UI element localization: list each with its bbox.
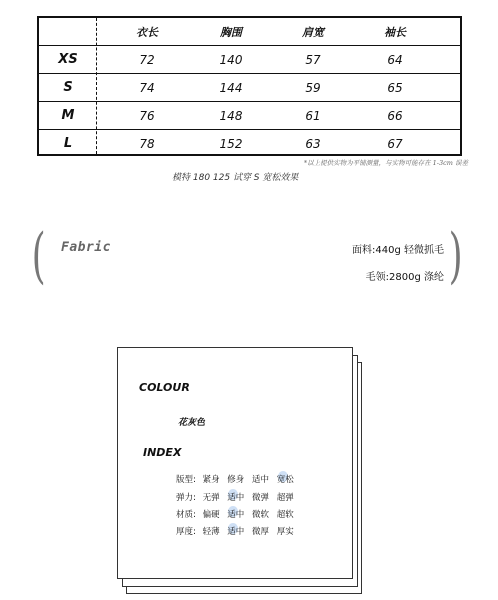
size-label: S (63, 80, 73, 95)
table-cell: 140 (219, 52, 243, 67)
table-cell: 72 (139, 52, 155, 67)
table-cell: 144 (219, 80, 243, 95)
index-option: 无弹 (202, 493, 220, 503)
table-cell: 65 (387, 80, 403, 95)
index-option: 厚实 (276, 527, 294, 537)
index-label: 弹力: (176, 493, 196, 503)
index-label: 材质: (176, 510, 196, 520)
table-cell: 59 (305, 80, 321, 95)
header-length: 衣长 (136, 25, 158, 39)
header-sleeve: 袖长 (384, 25, 406, 39)
size-table (37, 16, 462, 156)
index-option-selected: 宽松 (276, 475, 294, 485)
size-label: L (63, 136, 73, 151)
size-label: M (61, 108, 75, 123)
index-option: 微弹 (252, 493, 270, 503)
right-parenthesis-icon: ) (448, 221, 463, 291)
colour-title: COLOUR (139, 381, 190, 394)
index-row-thickness (176, 525, 299, 537)
table-cell: 152 (219, 136, 243, 151)
table-row (39, 74, 460, 102)
table-cell: 63 (305, 136, 321, 151)
index-option-selected: 适中 (227, 493, 245, 503)
index-label: 版型: (176, 475, 196, 485)
index-option: 超弹 (276, 493, 294, 503)
measurement-note: *以上提供实物为平铺测量，与实物可能存在 1-3cm 误差 (303, 159, 468, 167)
table-cell: 78 (139, 136, 155, 151)
table-cell: 67 (387, 136, 403, 151)
index-row-fit (176, 473, 299, 485)
index-option: 修身 (227, 475, 245, 485)
header-shoulder: 肩宽 (302, 25, 324, 39)
model-info: 模特 180 125 试穿 S 宽松效果 (172, 173, 299, 183)
size-label: XS (58, 52, 78, 67)
fabric-label: Fabric (61, 240, 111, 255)
fabric-main: 面料:440g 轻微抓毛 (352, 245, 444, 256)
index-option-selected: 适中 (227, 527, 245, 537)
table-cell: 61 (305, 108, 321, 123)
colour-value: 花灰色 (178, 418, 206, 428)
index-option: 微软 (252, 510, 270, 520)
table-cell: 64 (387, 52, 403, 67)
left-parenthesis-icon: ( (31, 221, 46, 291)
table-cell: 76 (139, 108, 155, 123)
index-option: 微厚 (252, 527, 270, 537)
header-chest: 胸围 (220, 25, 242, 39)
index-option: 偏硬 (202, 510, 220, 520)
fabric-collar: 毛领:2800g 涤纶 (365, 272, 444, 283)
index-label: 厚度: (176, 527, 196, 537)
table-cell: 74 (139, 80, 155, 95)
index-row-elasticity (176, 491, 299, 503)
table-cell: 148 (219, 108, 243, 123)
table-row (39, 46, 460, 74)
index-title: INDEX (143, 446, 182, 459)
index-option: 适中 (252, 475, 270, 485)
table-row (39, 130, 460, 157)
table-row (39, 102, 460, 130)
index-option: 轻薄 (202, 527, 220, 537)
index-option: 紧身 (202, 475, 220, 485)
table-cell: 66 (387, 108, 403, 123)
size-table-header-row (39, 18, 460, 46)
index-row-material (176, 508, 299, 520)
table-cell: 57 (305, 52, 321, 67)
index-option: 超软 (276, 510, 294, 520)
index-option-selected: 适中 (227, 510, 245, 520)
